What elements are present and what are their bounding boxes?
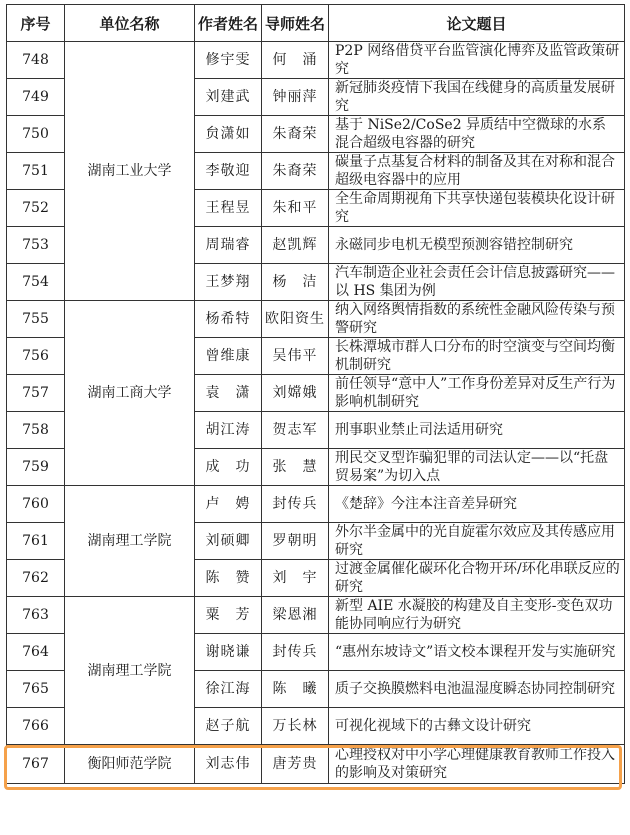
row-advisor: 欧阳资生 xyxy=(262,301,329,338)
row-seq: 749 xyxy=(7,79,65,116)
row-advisor: 封传兵 xyxy=(262,486,329,523)
row-title: 刑民交叉型诈骗犯罪的司法认定——以“托盘贸易案”为切入点 xyxy=(329,449,625,486)
row-author: 徐江海 xyxy=(195,671,262,708)
header-title: 论文题目 xyxy=(329,5,625,42)
header-unit: 单位名称 xyxy=(65,5,195,42)
row-advisor: 梁恩湘 xyxy=(262,597,329,634)
row-advisor: 何 涌 xyxy=(262,42,329,79)
row-seq: 762 xyxy=(7,560,65,597)
row-seq: 753 xyxy=(7,227,65,264)
row-advisor: 钟丽萍 xyxy=(262,79,329,116)
row-unit: 湖南理工学院 xyxy=(65,486,195,597)
row-advisor: 张 慧 xyxy=(262,449,329,486)
row-author: 王程昱 xyxy=(195,190,262,227)
row-title: 永磁同步电机无模型预测容错控制研究 xyxy=(329,227,625,264)
header-advisor: 导师姓名 xyxy=(262,5,329,42)
row-author: 谢晓谦 xyxy=(195,634,262,671)
row-author: 陈 赞 xyxy=(195,560,262,597)
row-title: 可视化视域下的古彝文设计研究 xyxy=(329,708,625,745)
row-author: 刘志伟 xyxy=(195,745,262,784)
row-author: 成 功 xyxy=(195,449,262,486)
row-seq: 765 xyxy=(7,671,65,708)
row-title: 纳入网络舆情指数的系统性金融风险传染与预警研究 xyxy=(329,301,625,338)
row-title: 质子交换膜燃料电池温湿度瞬态协同控制研究 xyxy=(329,671,625,708)
row-title: 长株潭城市群人口分布的时空演变与空间均衡机制研究 xyxy=(329,338,625,375)
table-row xyxy=(7,597,625,634)
row-seq: 758 xyxy=(7,412,65,449)
row-unit: 衡阳师范学院 xyxy=(65,745,195,784)
table-row xyxy=(7,301,625,338)
row-seq: 750 xyxy=(7,116,65,153)
row-title: “惠州东坡诗文”语文校本课程开发与实施研究 xyxy=(329,634,625,671)
row-author: 贠潇如 xyxy=(195,116,262,153)
row-advisor: 罗朝明 xyxy=(262,523,329,560)
row-title: 汽车制造企业社会责任会计信息披露研究——以 HS 集团为例 xyxy=(329,264,625,301)
row-title: 新冠肺炎疫情下我国在线健身的高质量发展研究 xyxy=(329,79,625,116)
table-row xyxy=(7,486,625,523)
row-title: P2P 网络借贷平台监管演化博弈及监管政策研究 xyxy=(329,42,625,79)
row-title: 全生命周期视角下共享快递包装模块化设计研究 xyxy=(329,190,625,227)
row-unit: 湖南工商大学 xyxy=(65,301,195,486)
thesis-list-table-container xyxy=(6,4,625,784)
row-advisor: 朱和平 xyxy=(262,190,329,227)
table-row xyxy=(7,42,625,79)
row-author: 胡江涛 xyxy=(195,412,262,449)
row-seq: 752 xyxy=(7,190,65,227)
row-advisor: 吴伟平 xyxy=(262,338,329,375)
row-author: 粟 芳 xyxy=(195,597,262,634)
row-author: 杨希特 xyxy=(195,301,262,338)
row-title: 前任领导“意中人”工作身份差异对反生产行为影响机制研究 xyxy=(329,375,625,412)
row-seq: 756 xyxy=(7,338,65,375)
table-row xyxy=(7,745,625,784)
row-advisor: 朱裔荣 xyxy=(262,116,329,153)
row-title: 外尔半金属中的光自旋霍尔效应及其传感应用研究 xyxy=(329,523,625,560)
row-seq: 751 xyxy=(7,153,65,190)
row-advisor: 封传兵 xyxy=(262,634,329,671)
row-unit: 湖南理工学院 xyxy=(65,597,195,745)
row-seq: 763 xyxy=(7,597,65,634)
header-seq: 序号 xyxy=(7,5,65,42)
header-author: 作者姓名 xyxy=(195,5,262,42)
row-author: 曾维康 xyxy=(195,338,262,375)
row-title: 刑事职业禁止司法适用研究 xyxy=(329,412,625,449)
row-title: 基于 NiSe2/CoSe2 异质结中空微球的水系混合超级电容器的研究 xyxy=(329,116,625,153)
row-advisor: 朱裔荣 xyxy=(262,153,329,190)
row-author: 卢 娉 xyxy=(195,486,262,523)
row-advisor: 唐芳贵 xyxy=(262,745,329,784)
row-advisor: 万长林 xyxy=(262,708,329,745)
row-seq: 760 xyxy=(7,486,65,523)
row-title: 新型 AIE 水凝胶的构建及自主变形-变色双功能协同响应行为研究 xyxy=(329,597,625,634)
row-author: 李敬迎 xyxy=(195,153,262,190)
row-seq: 759 xyxy=(7,449,65,486)
row-advisor: 刘 宇 xyxy=(262,560,329,597)
row-title: 《楚辞》今注本注音差异研究 xyxy=(329,486,625,523)
row-advisor: 陈 曦 xyxy=(262,671,329,708)
row-advisor: 刘嫦娥 xyxy=(262,375,329,412)
row-unit: 湖南工业大学 xyxy=(65,42,195,301)
row-title: 碳量子点基复合材料的制备及其在对称和混合超级电容器中的应用 xyxy=(329,153,625,190)
row-author: 赵子航 xyxy=(195,708,262,745)
row-title: 心理授权对中小学心理健康教育教师工作投入的影响及对策研究 xyxy=(329,745,625,784)
row-title: 过渡金属催化碳环化合物开环/环化串联反应的研究 xyxy=(329,560,625,597)
row-seq: 761 xyxy=(7,523,65,560)
row-seq: 766 xyxy=(7,708,65,745)
row-seq: 748 xyxy=(7,42,65,79)
row-author: 修宇雯 xyxy=(195,42,262,79)
row-advisor: 贺志军 xyxy=(262,412,329,449)
row-advisor: 杨 洁 xyxy=(262,264,329,301)
row-seq: 755 xyxy=(7,301,65,338)
row-author: 刘硕卿 xyxy=(195,523,262,560)
row-author: 王梦翔 xyxy=(195,264,262,301)
row-seq: 764 xyxy=(7,634,65,671)
row-seq: 754 xyxy=(7,264,65,301)
row-advisor: 赵凯辉 xyxy=(262,227,329,264)
row-author: 周瑞睿 xyxy=(195,227,262,264)
table-header-row xyxy=(7,5,625,42)
row-author: 刘建武 xyxy=(195,79,262,116)
row-seq: 767 xyxy=(7,745,65,784)
row-seq: 757 xyxy=(7,375,65,412)
thesis-list-table xyxy=(6,4,625,784)
row-author: 袁 潇 xyxy=(195,375,262,412)
